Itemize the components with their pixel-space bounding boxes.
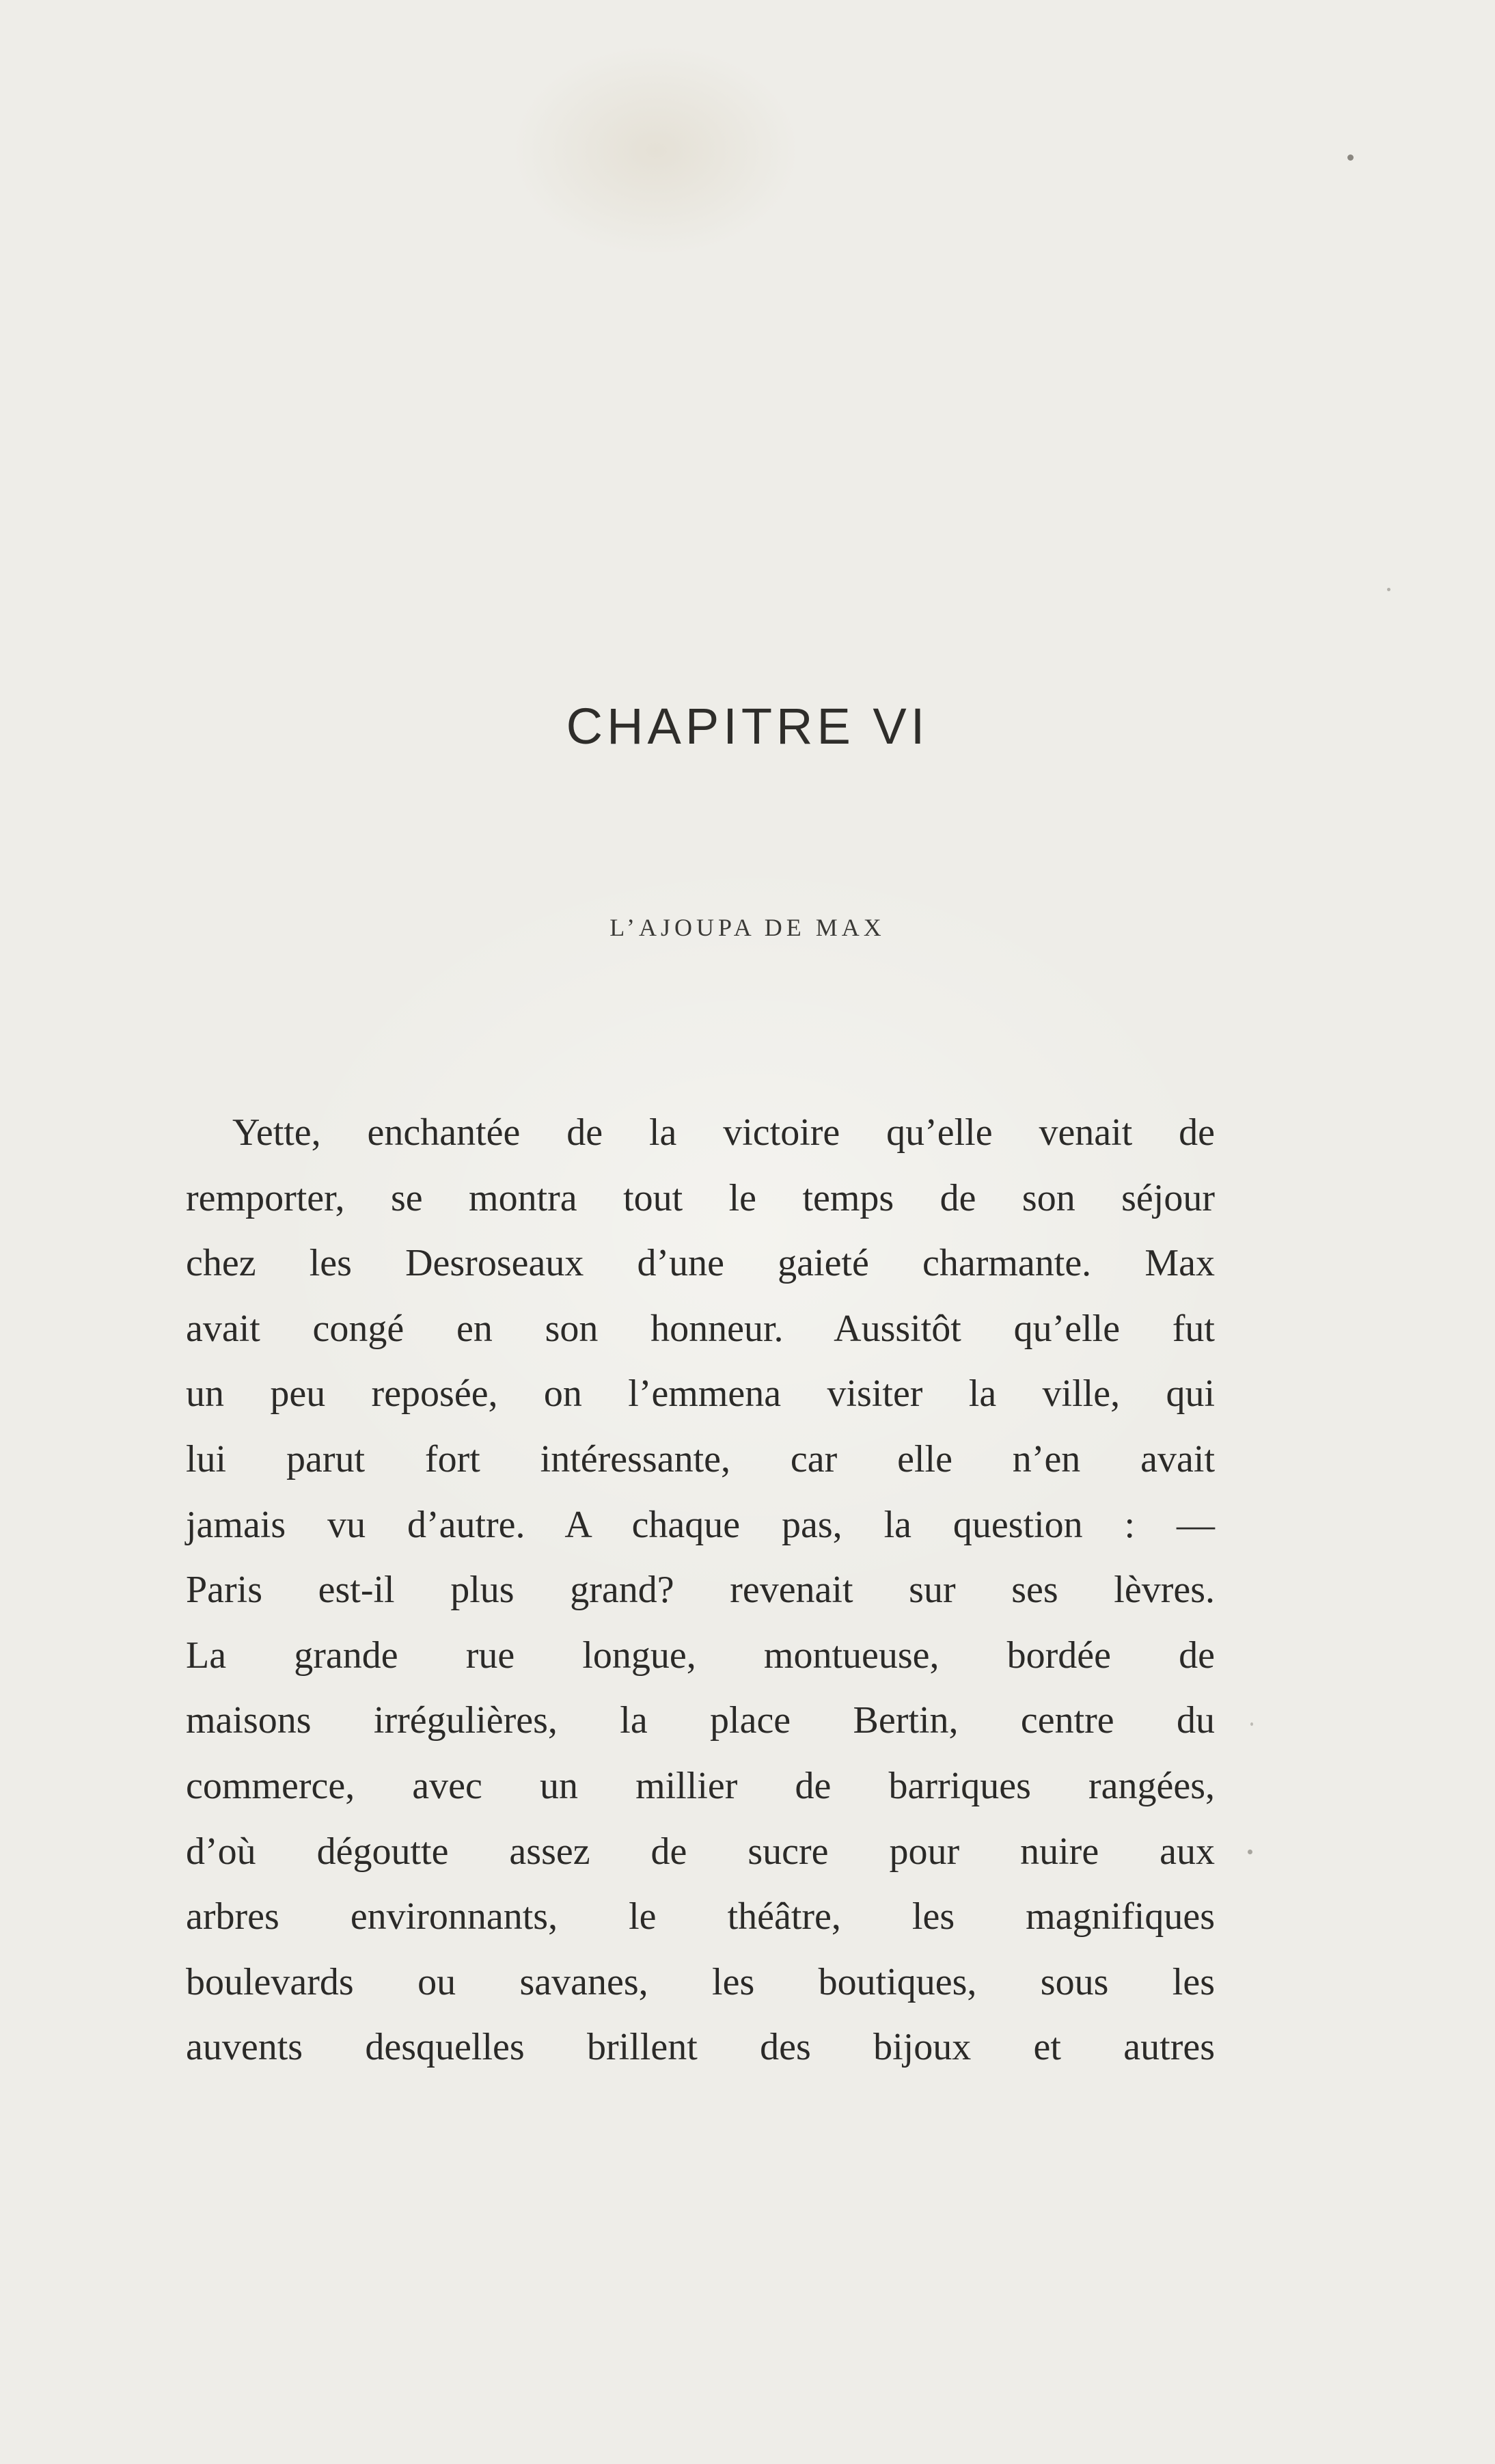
paper-speck: [1248, 1850, 1252, 1854]
text-line: Yette, enchantée de la victoire qu’elle venait de: [232, 1111, 1215, 1154]
text-line: jamais vu d’autre. A chaque pas, la question : —: [186, 1503, 1215, 1546]
text-line: avait congé en son honneur. Aussitôt qu’elle fut: [186, 1307, 1215, 1350]
text-line: lui parut fort intéressante, car elle n’en avait: [186, 1437, 1215, 1480]
chapter-title: CHAPITRE VI: [566, 698, 929, 755]
text-line: Paris est-il plus grand? revenait sur ses lèvres.: [186, 1569, 1215, 1612]
text-line: remporter, se montra tout le temps de son séjour: [186, 1176, 1215, 1219]
text-line: maisons irrégulières, la place Bertin, centre du: [186, 1699, 1215, 1742]
text-line: La grande rue longue, montueuse, bordée de: [186, 1634, 1215, 1677]
text-line: d’où dégoutte assez de sucre pour nuire aux: [186, 1830, 1215, 1873]
text-line: boulevards ou savanes, les boutiques, sous les: [186, 1960, 1215, 2003]
paper-speck: [1250, 1722, 1253, 1726]
text-line: un peu reposée, on l’emmena visiter la ville, qui: [186, 1372, 1215, 1416]
paper-speck: [1347, 154, 1354, 161]
body-paragraph: [186, 1100, 1215, 2081]
text-line: auvents desquelles brillent des bijoux et autres: [186, 2026, 1215, 2069]
chapter-subtitle: L’AJOUPA DE MAX: [609, 914, 886, 941]
text-line: commerce, avec un millier de barriques rangées,: [186, 1764, 1215, 1807]
paper-speck: [1387, 588, 1390, 591]
text-line: arbres environnants, le théâtre, les magnifiques: [186, 1895, 1215, 1938]
text-line: chez les Desroseaux d’une gaieté charmante. Max: [186, 1242, 1215, 1285]
